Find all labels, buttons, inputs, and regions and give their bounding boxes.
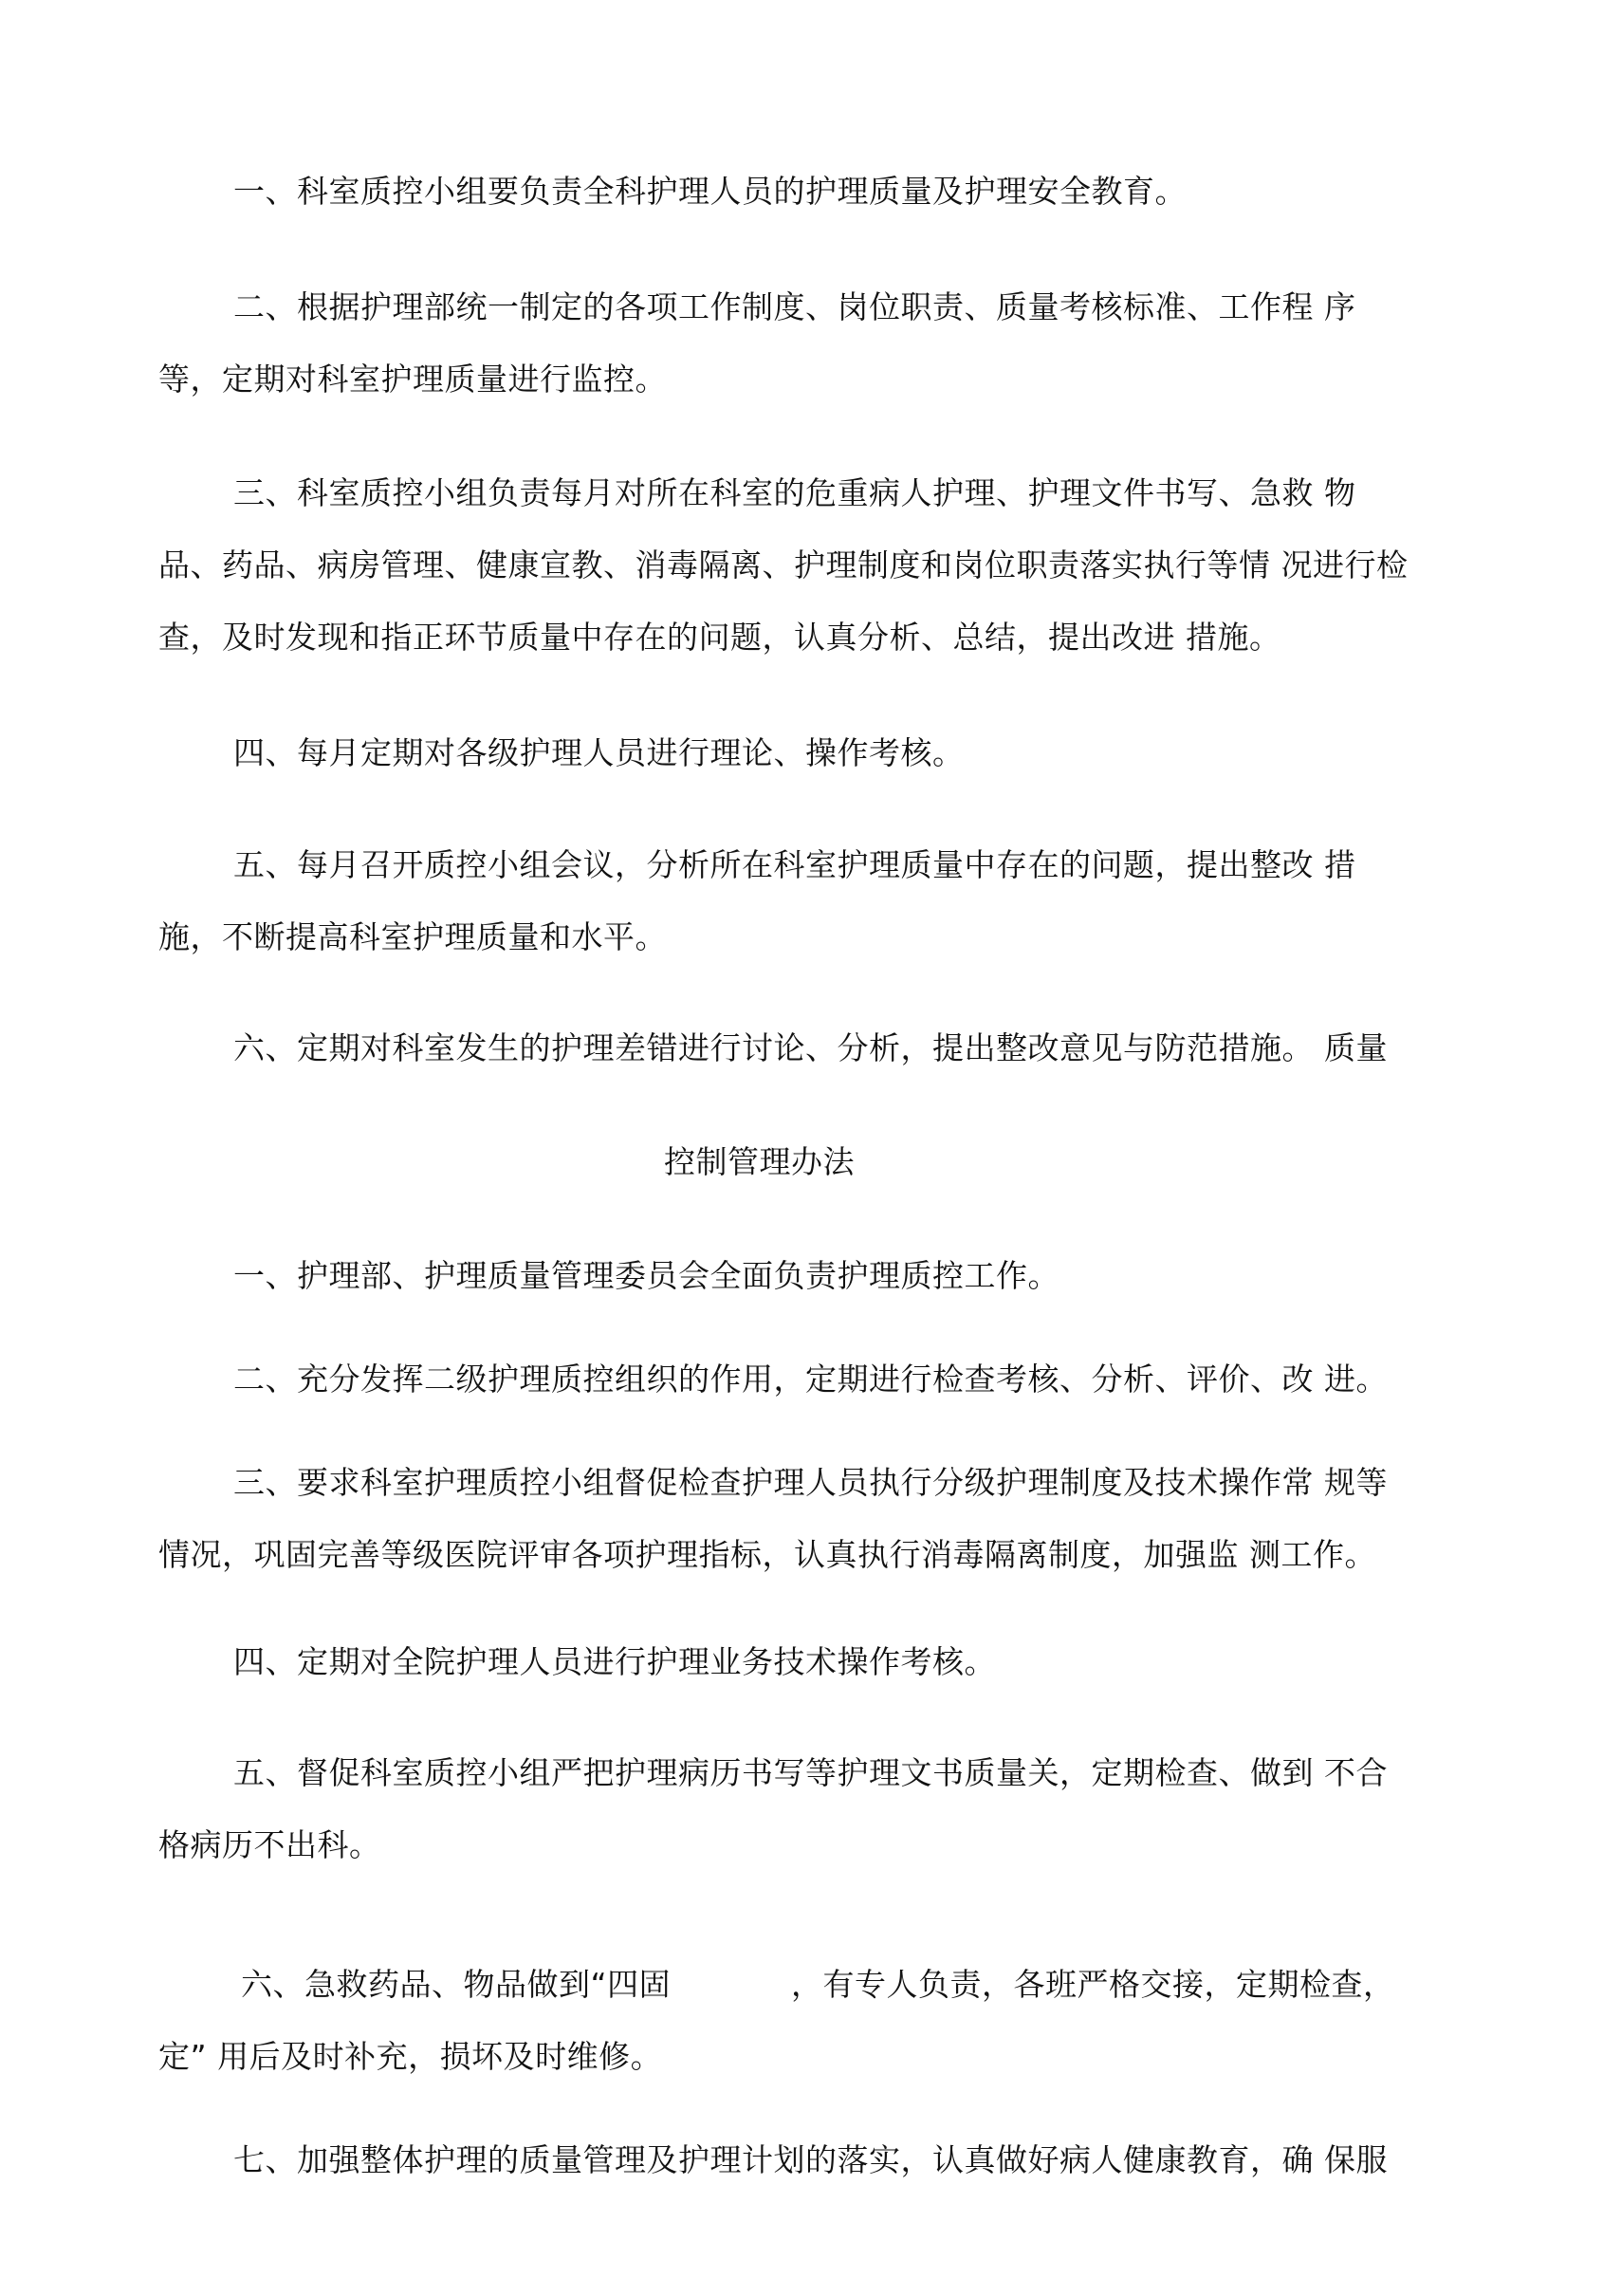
paragraph-line: 品、药品、病房管理、健康宣教、消毒隔离、护理制度和岗位职责落实执行等情 况进行检	[158, 546, 1409, 583]
paragraph-line: ，有专人负责，各班严格交接，定期检查，	[791, 1966, 1395, 2003]
paragraph-line: 查，及时发现和指正环节质量中存在的问题，认真分析、总结，提出改进 措施。	[158, 619, 1281, 656]
paragraph-line: 三、科室质控小组负责每月对所在科室的危重病人护理、护理文件书写、急救 物	[233, 474, 1356, 511]
paragraph-line: 二、根据护理部统一制定的各项工作制度、岗位职责、质量考核标准、工作程 序	[233, 288, 1356, 325]
section-heading: 控制管理办法	[664, 1143, 855, 1180]
paragraph-line: 情况，巩固完善等级医院评审各项护理指标，认真执行消毒隔离制度，加强监 测工作。	[158, 1536, 1376, 1573]
paragraph-line: 四、每月定期对各级护理人员进行理论、操作考核。	[233, 734, 965, 771]
paragraph-line: 七、加强整体护理的质量管理及护理计划的落实，认真做好病人健康教育，确 保服	[233, 2141, 1388, 2178]
paragraph-line: 六、急救药品、物品做到“四固	[241, 1966, 672, 2003]
paragraph-line: 等，定期对科室护理质量进行监控。	[158, 361, 667, 398]
paragraph-line: 六、定期对科室发生的护理差错进行讨论、分析，提出整改意见与防范措施。 质量	[233, 1029, 1388, 1066]
paragraph-line: 四、定期对全院护理人员进行护理业务技术操作考核。	[233, 1643, 996, 1680]
paragraph-line: 格病历不出科。	[158, 1826, 381, 1863]
paragraph-line: 二、充分发挥二级护理质控组织的作用，定期进行检查考核、分析、评价、改 进。	[233, 1361, 1388, 1398]
paragraph-line: 施，不断提高科室护理质量和水平。	[158, 918, 667, 955]
paragraph-line: 五、督促科室质控小组严把护理病历书写等护理文书质量关，定期检查、做到 不合	[233, 1754, 1388, 1791]
paragraph-line: 一、科室质控小组要负责全科护理人员的护理质量及护理安全教育。	[233, 173, 1187, 210]
paragraph-line: 定” 用后及时补充，损坏及时维修。	[158, 2038, 663, 2075]
paragraph-line: 一、护理部、护理质量管理委员会全面负责护理质控工作。	[233, 1257, 1059, 1294]
paragraph-line: 三、要求科室护理质控小组督促检查护理人员执行分级护理制度及技术操作常 规等	[233, 1464, 1388, 1501]
paragraph-line: 五、每月召开质控小组会议，分析所在科室护理质量中存在的问题，提出整改 措	[233, 846, 1356, 883]
